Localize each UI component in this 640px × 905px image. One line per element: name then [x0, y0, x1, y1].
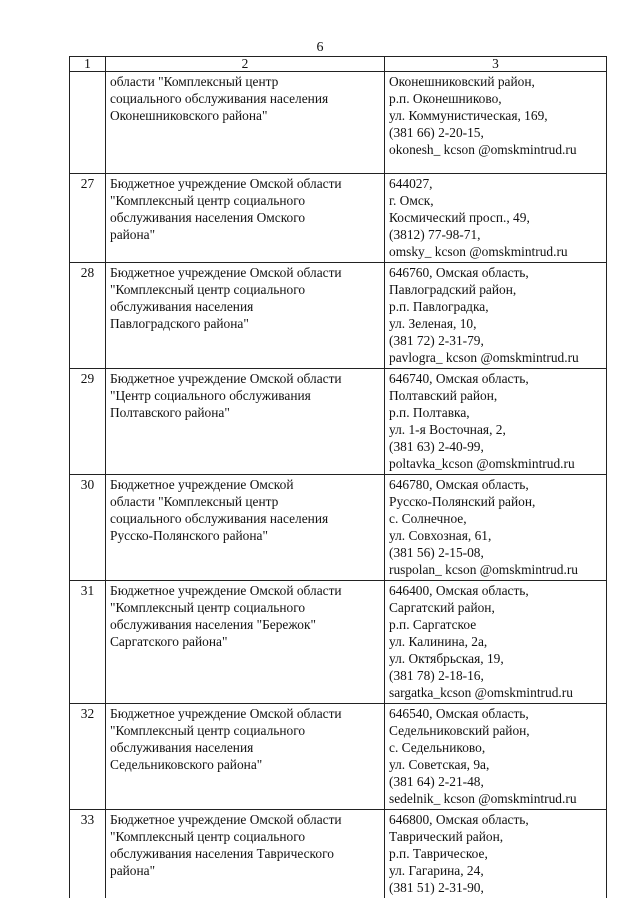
row-number — [70, 72, 106, 174]
address-line: р.п. Полтавка, — [389, 405, 470, 420]
address-line: 646760, Омская область, — [389, 265, 529, 280]
table-row — [70, 174, 607, 263]
address-line: 644027, — [389, 176, 433, 191]
address-line: Таврический район, — [389, 829, 504, 844]
address-line: ruspolan_ kcson @omskmintrud.ru — [389, 562, 578, 577]
address-line: р.п. Саргатское — [389, 617, 477, 632]
organization-line: Бюджетное учреждение Омской области — [110, 583, 342, 598]
table-row — [70, 263, 607, 369]
organization-line: Бюджетное учреждение Омской области — [110, 265, 342, 280]
organization-line: области "Комплексный центр — [110, 74, 279, 89]
row-number: 28 — [70, 263, 106, 369]
address-line: Оконешниковский район, — [389, 74, 535, 89]
organization-line: обслуживания населения — [110, 740, 254, 755]
address-line: 646740, Омская область, — [389, 371, 529, 386]
organization-line: района" — [110, 863, 156, 878]
address-line: 646400, Омская область, — [389, 583, 529, 598]
address-line: Космический просп., 49, — [389, 210, 530, 225]
row-number: 31 — [70, 581, 106, 704]
organization-line: района" — [110, 227, 156, 242]
address-line: (381 56) 2-15-08, — [389, 545, 484, 560]
address-line: р.п. Павлоградка, — [389, 299, 489, 314]
address-line: (3812) 77-98-71, — [389, 227, 481, 242]
address-line: 646540, Омская область, — [389, 706, 529, 721]
address-line: (381 66) 2-20-15, — [389, 125, 484, 140]
table-row — [70, 810, 607, 899]
table-row — [70, 72, 607, 174]
organization-line: обслуживания населения "Бережок" — [110, 617, 316, 632]
organization-line: обслуживания населения Омского — [110, 210, 306, 225]
organization-cell — [106, 369, 385, 475]
organization-line: области "Комплексный центр — [110, 494, 279, 509]
address-line: 646780, Омская область, — [389, 477, 529, 492]
organization-cell — [106, 174, 385, 263]
organization-line: социального обслуживания населения — [110, 511, 329, 526]
address-line: poltavka_kcson @omskmintrud.ru — [389, 456, 575, 471]
organization-line: Русско-Полянского района" — [110, 528, 268, 543]
organization-line: Павлоградского района" — [110, 316, 249, 331]
address-line: Павлоградский район, — [389, 282, 517, 297]
address-line: ул. Совхозная, 61, — [389, 528, 492, 543]
address-cell — [385, 581, 607, 704]
address-line: р.п. Оконешниково, — [389, 91, 502, 106]
institutions-table — [69, 56, 607, 898]
address-cell — [385, 810, 607, 899]
organization-line: Бюджетное учреждение Омской области — [110, 176, 342, 191]
organization-line: Полтавского района" — [110, 405, 230, 420]
row-number: 33 — [70, 810, 106, 899]
row-number: 27 — [70, 174, 106, 263]
organization-cell — [106, 581, 385, 704]
row-number: 32 — [70, 704, 106, 810]
organization-line: "Комплексный центр социального — [110, 600, 306, 615]
address-line: omsky_ kcson @omskmintrud.ru — [389, 244, 568, 259]
header-row — [70, 57, 607, 72]
table-row — [70, 581, 607, 704]
table-row — [70, 369, 607, 475]
address-line: (381 78) 2-18-16, — [389, 668, 484, 683]
organization-cell — [106, 475, 385, 581]
address-line: г. Омск, — [389, 193, 434, 208]
address-cell — [385, 475, 607, 581]
organization-line: Саргатского района" — [110, 634, 228, 649]
address-line: Полтавский район, — [389, 388, 498, 403]
address-cell — [385, 72, 607, 174]
address-line: (381 51) 2-31-90, — [389, 880, 484, 895]
address-line: sargatka_kcson @omskmintrud.ru — [389, 685, 573, 700]
page-number: 6 — [316, 40, 324, 55]
organization-line: Седельниковского района" — [110, 757, 263, 772]
address-line: ул. Гагарина, 24, — [389, 863, 484, 878]
header-col-3: 3 — [385, 57, 607, 72]
organization-line: Оконешниковского района" — [110, 108, 268, 123]
address-line: Седельниковский район, — [389, 723, 530, 738]
address-line: р.п. Таврическое, — [389, 846, 488, 861]
address-line: ул. Советская, 9а, — [389, 757, 490, 772]
address-line: ул. Калинина, 2а, — [389, 634, 488, 649]
organization-line: Бюджетное учреждение Омской — [110, 477, 294, 492]
organization-line: Бюджетное учреждение Омской области — [110, 706, 342, 721]
address-line: с. Седельниково, — [389, 740, 486, 755]
address-cell — [385, 174, 607, 263]
address-line: Русско-Полянский район, — [389, 494, 536, 509]
address-line: ул. Октябрьская, 19, — [389, 651, 504, 666]
address-cell — [385, 369, 607, 475]
header-col-2: 2 — [106, 57, 385, 72]
organization-cell — [106, 704, 385, 810]
address-line: 646800, Омская область, — [389, 812, 529, 827]
row-number: 30 — [70, 475, 106, 581]
address-line: okonesh_ kcson @omskmintrud.ru — [389, 142, 577, 157]
organization-line: "Комплексный центр социального — [110, 829, 306, 844]
organization-line: "Центр социального обслуживания — [110, 388, 311, 403]
table-row — [70, 704, 607, 810]
organization-line: "Комплексный центр социального — [110, 723, 306, 738]
address-line: (381 72) 2-31-79, — [389, 333, 484, 348]
row-number: 29 — [70, 369, 106, 475]
address-line: ул. 1-я Восточная, 2, — [389, 422, 506, 437]
address-line: pavlogra_ kcson @omskmintrud.ru — [389, 350, 579, 365]
organization-line: обслуживания населения Таврического — [110, 846, 334, 861]
address-line: (381 63) 2-40-99, — [389, 439, 484, 454]
organization-line: Бюджетное учреждение Омской области — [110, 371, 342, 386]
organization-line: обслуживания населения — [110, 299, 254, 314]
organization-line: "Комплексный центр социального — [110, 282, 306, 297]
organization-line: Бюджетное учреждение Омской области — [110, 812, 342, 827]
address-line: (381 64) 2-21-48, — [389, 774, 484, 789]
address-line: ул. Зеленая, 10, — [389, 316, 477, 331]
address-line: с. Солнечное, — [389, 511, 467, 526]
address-cell — [385, 704, 607, 810]
address-line: Саргатский район, — [389, 600, 495, 615]
address-cell — [385, 263, 607, 369]
header-col-1: 1 — [70, 57, 106, 72]
organization-line: социального обслуживания населения — [110, 91, 329, 106]
organization-cell — [106, 72, 385, 174]
address-line: ул. Коммунистическая, 169, — [389, 108, 548, 123]
organization-cell — [106, 263, 385, 369]
address-line: sedelnik_ kcson @omskmintrud.ru — [389, 791, 577, 806]
organization-line: "Комплексный центр социального — [110, 193, 306, 208]
organization-cell — [106, 810, 385, 899]
table-row — [70, 475, 607, 581]
